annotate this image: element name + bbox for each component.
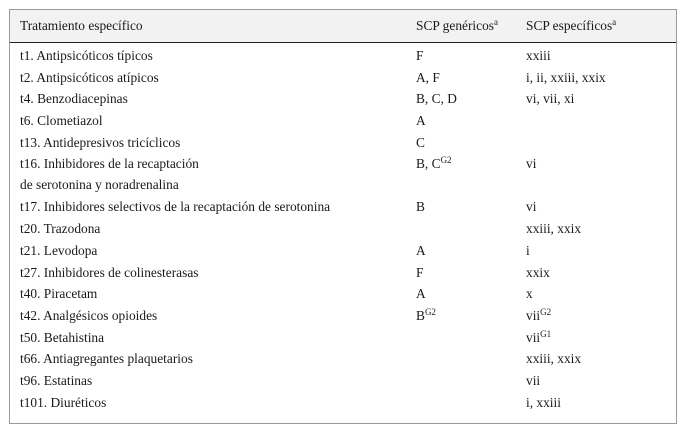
cell-treatment [10,283,416,305]
specific-value: vi [526,156,537,172]
cell-generic [416,196,526,218]
treatment-name: t66. Antiagregantes plaquetarios [20,351,193,367]
generic-value: A, F [416,69,440,85]
generic-footnote: G2 [424,306,436,317]
cell-treatment [10,45,416,67]
treatment-name: t16. Inhibidores de la recaptación [20,156,199,172]
specific-value: xxiii, xxix [526,351,582,367]
table-row [10,132,676,154]
cell-treatment [10,153,416,195]
specific-value: xxix [526,264,550,280]
cell-specific [526,67,676,89]
treatment-name: t2. Antipsicóticos atípicos [20,69,159,85]
treatment-table [10,10,676,413]
cell-treatment [10,392,416,414]
table-row [10,67,676,89]
specific-footnote: G1 [540,328,552,339]
header-generic [416,18,526,34]
cell-treatment [10,240,416,262]
header-specific [526,18,676,34]
cell-specific [526,218,676,240]
specific-value: i, ii, xxiii, xxix [526,69,606,85]
generic-value: A [416,286,426,302]
cell-generic [416,262,526,284]
treatment-name: t1. Antipsicóticos típicos [20,48,153,63]
specific-value: vi, vii, xi [526,91,575,107]
header-generic-label: SCP genéricos [416,18,494,33]
cell-generic [416,67,526,89]
cell-treatment [10,88,416,110]
generic-value: F [416,264,424,280]
table-row [10,196,676,218]
generic-value: C [416,134,425,150]
generic-value: A [416,242,426,258]
specific-value: xxiii, xxix [526,221,582,237]
cell-specific [526,196,676,218]
cell-specific [526,262,676,284]
cell-specific [526,45,676,67]
generic-footnote: G2 [440,155,452,166]
specific-value: xxiii [526,48,551,63]
header-generic-footnote: a [493,17,498,27]
cell-generic [416,88,526,110]
cell-treatment [10,370,416,392]
table-row [10,305,676,327]
table-row [10,283,676,305]
cell-generic [416,45,526,67]
cell-treatment [10,132,416,154]
specific-value: x [526,286,533,302]
cell-specific [526,88,676,110]
specific-value: i, xxiii [526,394,561,410]
cell-treatment [10,110,416,132]
table-row [10,45,676,67]
cell-generic [416,240,526,262]
cell-specific [526,370,676,392]
cell-treatment [10,305,416,327]
treatment-name: t21. Levodopa [20,242,98,258]
table-row [10,392,676,414]
treatment-name: t50. Betahistina [20,329,105,345]
header-treatment-label: Tratamiento específico [20,18,143,33]
cell-treatment [10,348,416,370]
treatment-name: t6. Clometiazol [20,113,103,129]
cell-generic [416,305,526,327]
cell-treatment [10,196,416,218]
table-body [10,43,676,413]
treatment-name: t42. Analgésicos opioides [20,307,158,323]
treatment-name-continued: de serotonina y noradrenalina [20,177,179,193]
treatment-name: t4. Benzodiacepinas [20,91,128,107]
treatment-name: t96. Estatinas [20,372,93,388]
specific-value: vii [526,372,541,388]
generic-value: B, C [416,156,441,172]
table-row [10,262,676,284]
table-row [10,327,676,349]
table-row [10,88,676,110]
generic-value: B [416,199,425,215]
cell-treatment [10,262,416,284]
treatment-name: t17. Inhibidores selectivos de la recaptación de serotonina [20,199,331,215]
cell-generic [416,132,526,154]
cell-generic [416,110,526,132]
table-row [10,240,676,262]
cell-specific [526,240,676,262]
cell-generic [416,283,526,305]
cell-specific [526,348,676,370]
specific-footnote: G2 [540,306,552,317]
specific-value: i [526,242,530,258]
specific-value: vi [526,199,537,215]
treatment-name: t27. Inhibidores de colinesterasas [20,264,199,280]
generic-value: F [416,48,424,63]
cell-treatment [10,218,416,240]
cell-specific [526,305,676,327]
table-row [10,218,676,240]
treatment-name: t13. Antidepresivos tricíclicos [20,134,181,150]
table-row [10,153,676,196]
table-row [10,370,676,392]
cell-treatment [10,67,416,89]
treatment-name: t101. Diuréticos [20,394,107,410]
specific-value: vii [526,307,541,323]
header-specific-label: SCP específicos [526,18,613,33]
generic-value: B, C, D [416,91,457,107]
treatment-name: t20. Trazodona [20,221,101,237]
cell-specific [526,153,676,174]
header-treatment [10,18,416,34]
table-row [10,110,676,132]
treatment-name: t40. Piracetam [20,286,98,302]
specific-value: vii [526,329,541,345]
generic-value: A [416,113,426,129]
cell-specific [526,327,676,349]
cell-specific [526,392,676,414]
cell-treatment [10,327,416,349]
cell-specific [526,283,676,305]
cell-generic [416,153,526,174]
table-header [10,10,676,43]
table-row [10,348,676,370]
generic-value: B [416,307,425,323]
header-specific-footnote: a [612,17,617,27]
